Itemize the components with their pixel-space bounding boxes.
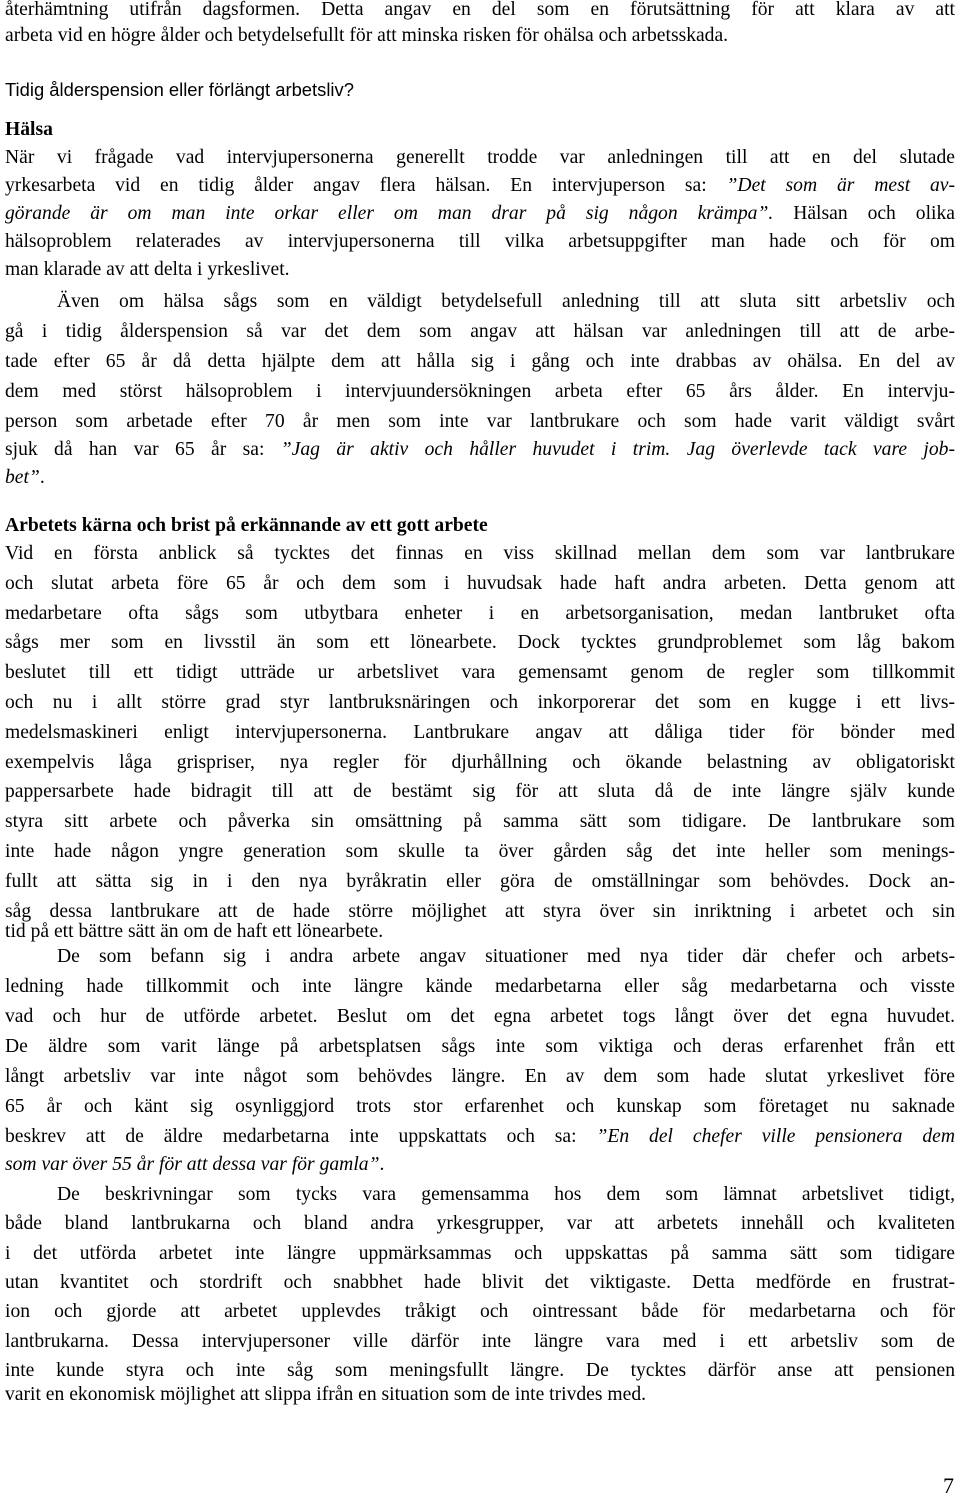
text-line: När vi frågade vad intervjupersonerna generellt trodde var anledningen till att en del slutade [5, 147, 955, 168]
text-line: lantbrukarna. Dessa intervjupersoner ville därför inte längre vara med i ett arbetsliv som de [5, 1330, 955, 1352]
text-span: yrkesarbeta vid en tidig ålder angav flera hälsan. [5, 175, 491, 196]
text-line: person som arbetade efter 70 år men som inte var lantbrukare och som hade varit väldigt svårt [5, 411, 955, 432]
text-line: beslutet till ett tidigt utträde ur arbetslivet vara gemensamt genom de regler som tillkommit [5, 662, 955, 684]
text-line: såg dessa lantbrukare att de hade större möjlighet att styra över sin inriktning i arbetet och sin [5, 900, 955, 922]
quote-span: ”En del chefer ville pensionera dem [596, 1126, 955, 1147]
text-line: inte kunde styra och inte såg som meningsfullt längre. De tycktes därför anse att pensionen [5, 1359, 955, 1381]
quote-span: ”Jag är aktiv och håller huvudet i trim. Jag överlevde tack vare job- [280, 439, 955, 460]
text-line: utan kvantitet och stordrift och snabbhet hade blivit det viktigaste. Detta medförde en frustrat- [5, 1271, 955, 1293]
text-line: både bland lantbrukarna och bland andra yrkesgrupper, var att arbetets innehåll och kvaliteten [5, 1213, 955, 1235]
text-line: inte hade någon yngre generation som skulle ta över gården såg det inte heller som menings- [5, 841, 955, 862]
text-span: sjuk då han var 65 år sa: [5, 439, 265, 460]
text-line [5, 201, 955, 227]
text-line: hälsoproblem relaterades av intervjupersonerna till vilka arbetsuppgifter man hade och för om [5, 231, 955, 252]
quote-span: görande är om man inte orkar eller om man drar på sig någon krämpa”. [5, 203, 774, 224]
text-line [5, 1124, 955, 1150]
text-line: De äldre som varit länge på arbetsplatsen sågs inte som viktiga och deras erfarenhet från ett [5, 1036, 955, 1057]
text-line: medarbetare ofta sågs som utbytbara enheter i en arbetsorganisation, medan lantbruket ofta [5, 602, 955, 624]
text-line: pappersarbete hade bidragit till att de bestämt sig för att sluta då de inte längre själv kunde [5, 781, 955, 803]
text-line: varit en ekonomisk möjlighet att slippa ifrån en situation som de inte trivdes med. [5, 1384, 647, 1405]
text-line: i det utförda arbetet inte längre uppmärksammas och uppskattas på samma sätt som tidigare [5, 1242, 955, 1264]
text-line: ledning hade tillkommit och inte längre kände medarbetarna eller såg medarbetarna och visste [5, 976, 955, 997]
text-line: man klarade av att delta i yrkeslivet. [5, 259, 290, 280]
text-line: sågs mer som en livsstil än som ett lönearbete. Dock tycktes grundproblemet som låg bakom [5, 632, 955, 654]
text-line [5, 173, 955, 199]
section-heading-karna: Arbetets kärna och brist på erkännande av ett gott arbete [5, 515, 488, 536]
text-span: Hälsan och olika [793, 203, 955, 224]
text-line: exempelvis låga grispriser, nya regler för djurhållning och ökande belastning av obligatoriskt [5, 751, 955, 773]
text-line: och slutat arbeta före 65 år och dem som i huvudsak hade haft andra arbeten. Detta genom att [5, 572, 955, 594]
text-line [5, 1152, 955, 1178]
text-span: En intervjuperson sa: [510, 175, 707, 196]
text-line: Vid en första anblick så tycktes det finnas en viss skillnad mellan dem som var lantbrukare [5, 543, 955, 564]
text-line: långt arbetsliv var inte något som behövdes längre. En av dem som hade slutat yrkeslivet före [5, 1066, 955, 1087]
page-number: 7 [943, 1473, 954, 1498]
text-span: beskrev att de äldre medarbetarna inte uppskattats och sa: [5, 1126, 577, 1147]
text-line: vad och hur de utförde arbetet. Beslut om det egna arbetet togs långt över det egna huvudet. [5, 1006, 955, 1027]
text-span: . [39, 467, 45, 488]
text-line [5, 437, 955, 463]
text-line: återhämtning utifrån dagsformen. Detta angav en del som en förutsättning för att klara av att [5, 0, 955, 20]
text-line: och nu i allt större grad styr lantbruksnäringen och inkorporerar det som en kugge i ett livs- [5, 692, 955, 713]
quote-span: ”Det som är mest av- [726, 175, 955, 196]
text-line: tade efter 65 år då detta hjälpte dem att hålla sig i gång och inte drabbas av ohälsa. En del av [5, 351, 955, 372]
text-line: De beskrivningar som tycks vara gemensamma hos dem som lämnat arbetslivet tidigt, [57, 1184, 955, 1205]
subsection-heading-halsa: Hälsa [5, 119, 53, 140]
text-line: styra sitt arbete och påverka sin omsättning på samma sätt som tidigare. De lantbrukare som [5, 811, 955, 833]
text-line [5, 465, 955, 491]
text-line: ion och gjorde att arbetet upplevdes tråkigt och ointressant både för medarbetarna och för [5, 1301, 955, 1323]
text-line: fullt att sätta sig in i den nya byråkratin eller göra de omställningar som behövdes. Dock an- [5, 870, 955, 892]
text-line: arbeta vid en högre ålder och betydelsefullt för att minska risken för ohälsa och arbetsskada. [5, 25, 729, 46]
text-line: tid på ett bättre sätt än om de haft ett lönearbete. [5, 921, 384, 942]
section-heading: Tidig ålderspension eller förlängt arbetsliv? [5, 79, 354, 100]
quote-span: som var över 55 år för att dessa var för gamla” [5, 1154, 380, 1175]
text-line: dem med störst hälsoproblem i intervjuundersökningen arbeta efter 65 års ålder. En intervju- [5, 381, 955, 402]
text-line: Även om hälsa sågs som en väldigt betydelsefull anledning till att sluta sitt arbetsliv och [57, 291, 955, 312]
text-span: . [379, 1154, 385, 1175]
text-line: medelsmaskineri enligt intervjupersonerna. Lantbrukare angav att dåliga tider för bönder med [5, 721, 955, 743]
text-line: De som befann sig i andra arbete angav situationer med nya tider där chefer och arbets- [57, 946, 955, 967]
text-line: gå i tidig ålderspension så var det dem som angav att hälsan var anledningen till att de arbe- [5, 321, 955, 342]
text-line: 65 år och känt sig osynliggjord trots stor erfarenhet och kunskap som företaget nu saknade [5, 1096, 955, 1117]
quote-span: bet” [5, 467, 40, 488]
